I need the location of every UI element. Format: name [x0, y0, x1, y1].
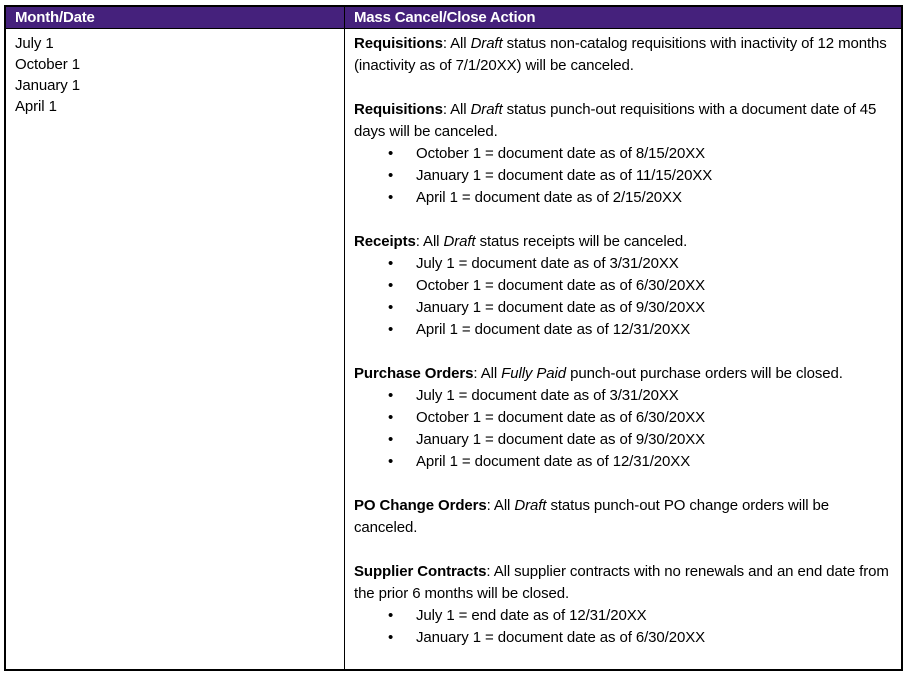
section-text-run: : All: [442, 35, 471, 52]
section-term: Receipts: [354, 233, 416, 250]
section-text-run: : All: [486, 497, 515, 514]
action-section: [354, 33, 893, 77]
section-term: Requisitions: [354, 101, 443, 118]
month-value: July 1: [15, 35, 54, 52]
section-lead-text: [354, 363, 893, 385]
action-section: [354, 99, 893, 209]
bullet-item: • April 1 = document date as of 12/31/20XX: [388, 451, 893, 473]
section-term: Purchase Orders: [354, 365, 474, 382]
header-cell-mass-cancel-close-action: Mass Cancel/Close Action: [345, 7, 901, 28]
bullet-item: • April 1 = document date as of 2/15/20XX: [388, 187, 893, 209]
section-text-run: status punch-out requisitions with a document date of 45 days will be canceled.: [354, 101, 877, 140]
bullet-item: • January 1 = document date as of 6/30/20XX: [388, 627, 893, 649]
bullet-list: [354, 605, 893, 649]
month-value: January 1: [15, 77, 80, 94]
bullet-item: • July 1 = document date as of 3/31/20XX: [388, 253, 893, 275]
section-lead-text: [354, 33, 893, 77]
bullet-item: • January 1 = document date as of 11/15/20XX: [388, 165, 893, 187]
section-term: PO Change Orders: [354, 497, 487, 514]
action-cell: [345, 29, 901, 669]
section-text-run: status non-catalog requisitions with inactivity of 12 months (inactivity as of 7/1/20XX) will be canceled.: [354, 35, 887, 74]
action-section: [354, 495, 893, 539]
month-value: April 1: [15, 98, 57, 115]
bullet-item: • January 1 = document date as of 9/30/20XX: [388, 297, 893, 319]
bullet-item: • October 1 = document date as of 6/30/20XX: [388, 407, 893, 429]
section-text-run: : All: [442, 101, 471, 118]
section-lead-text: [354, 99, 893, 143]
section-text-run: punch-out purchase orders will be closed.: [566, 365, 843, 382]
section-term: Requisitions: [354, 35, 443, 52]
bullet-item: • July 1 = document date as of 3/31/20XX: [388, 385, 893, 407]
bullet-item: • July 1 = end date as of 12/31/20XX: [388, 605, 893, 627]
action-section: [354, 561, 893, 649]
mass-cancel-close-table: [4, 5, 903, 671]
status-term: Draft: [470, 101, 503, 118]
section-term: Supplier Contracts: [354, 563, 487, 580]
status-term: Draft: [470, 35, 503, 52]
section-text-run: : All supplier contracts with no renewals and an end date from the prior 6 months will be closed.: [354, 563, 889, 602]
bullet-item: • January 1 = document date as of 9/30/20XX: [388, 429, 893, 451]
bullet-list: [354, 253, 893, 341]
action-section: [354, 231, 893, 341]
status-term: Draft: [443, 233, 476, 250]
section-lead-text: [354, 495, 893, 539]
action-section: [354, 363, 893, 473]
bullet-list: [354, 385, 893, 473]
section-text-run: status receipts will be canceled.: [475, 233, 688, 250]
section-text-run: status punch-out PO change orders will be canceled.: [354, 497, 829, 536]
status-term: Draft: [514, 497, 547, 514]
bullet-item: • April 1 = document date as of 12/31/20XX: [388, 319, 893, 341]
section-text-run: : All: [473, 365, 502, 382]
bullet-item: • October 1 = document date as of 6/30/20XX: [388, 275, 893, 297]
section-text-run: : All: [415, 233, 444, 250]
month-date-cell: [6, 29, 345, 669]
status-term: Fully Paid: [501, 365, 567, 382]
header-cell-month-date: Month/Date: [6, 7, 345, 28]
month-value: October 1: [15, 56, 80, 73]
section-lead-text: [354, 561, 893, 605]
table-body-row: [6, 29, 901, 669]
table-header-row: [6, 7, 901, 29]
bullet-list: [354, 143, 893, 209]
section-lead-text: [354, 231, 893, 253]
bullet-item: • October 1 = document date as of 8/15/20XX: [388, 143, 893, 165]
